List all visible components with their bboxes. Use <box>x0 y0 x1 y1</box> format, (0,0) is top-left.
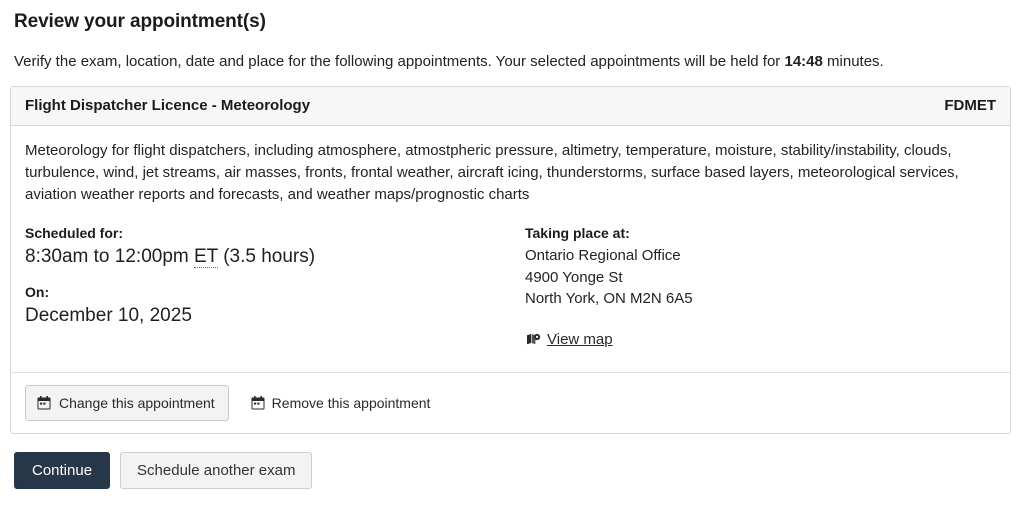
location-city: North York, ON M2N 6A5 <box>525 289 693 307</box>
intro-text-after: minutes. <box>822 53 884 70</box>
hold-timer: 14:48 <box>784 53 823 70</box>
form-actions <box>10 452 1013 489</box>
change-appointment-label: Change this appointment <box>59 395 215 412</box>
schedule-another-exam-button[interactable]: Schedule another exam <box>120 452 312 489</box>
on-label: On: <box>25 283 50 300</box>
page-title: Review your appointment(s) <box>14 11 266 32</box>
appointment-time-range: 8:30am to 12:00pm <box>25 246 194 268</box>
intro-text-before: Verify the exam, location, date and place for the following appointments. Your selected appointments will be held for <box>14 53 785 70</box>
exam-name: Flight Dispatcher Licence - Meteorology <box>25 97 311 114</box>
schedule-column <box>25 225 525 348</box>
remove-appointment-button[interactable] <box>247 386 435 420</box>
appointment-date: December 10, 2025 <box>25 304 192 326</box>
appointment-duration: (3.5 hours) <box>217 246 316 268</box>
location-name: Ontario Regional Office <box>525 247 681 265</box>
timezone-abbr: ET <box>194 246 218 268</box>
map-marker-icon <box>525 332 541 348</box>
view-map-row[interactable] <box>525 331 996 348</box>
appointment-time <box>25 245 525 270</box>
taking-place-at-label: Taking place at: <box>525 225 630 242</box>
calendar-icon <box>37 396 51 410</box>
location-street: 4900 Yonge St <box>525 268 623 286</box>
appointment-card <box>10 86 1011 434</box>
appointment-card-footer <box>11 372 1010 433</box>
appointment-details <box>25 225 996 348</box>
remove-appointment-label: Remove this appointment <box>271 395 431 412</box>
calendar-icon <box>251 396 265 410</box>
appointment-card-header <box>11 87 1010 126</box>
exam-code: FDMET <box>944 97 996 114</box>
appointment-card-body <box>11 126 1010 352</box>
continue-button[interactable]: Continue <box>14 452 110 489</box>
change-appointment-button[interactable] <box>25 385 229 421</box>
intro-text <box>14 51 1013 72</box>
exam-description: Meteorology for flight dispatchers, including atmosphere, atmostpheric pressure, altimetry, temperature, moisture, stability/instability, clouds, turbulence, wind, jet streams, air masses, fronts, frontal weather, aircraft icing, thunderstorms, surface based layers, meteorological services, aviation weather reports and forecasts, and weather maps/prognostic charts <box>25 142 959 203</box>
location-column <box>525 225 996 348</box>
view-map-link[interactable]: View map <box>547 331 613 349</box>
scheduled-for-label: Scheduled for: <box>25 225 124 242</box>
